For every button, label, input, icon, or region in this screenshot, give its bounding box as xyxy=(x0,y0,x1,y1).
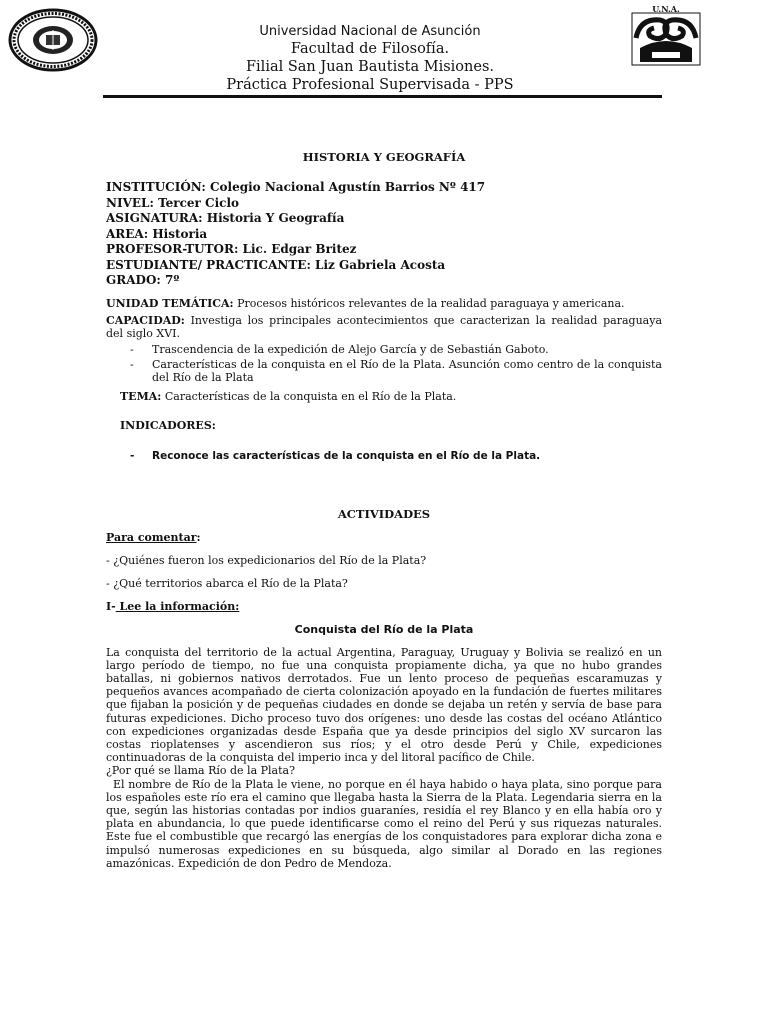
lee-prefix: I- xyxy=(106,599,116,613)
comentar-label: Para comentar xyxy=(106,530,197,544)
question-1: - ¿Quiénes fueron los expedicionarios del Río de la Plata? xyxy=(106,553,427,567)
tema-label: TEMA: xyxy=(120,389,162,403)
doc-title: HISTORIA Y GEOGRAFÍA xyxy=(302,150,466,164)
meta-nivel: NIVEL: Tercer Ciclo xyxy=(106,195,240,210)
paragraph-2: El nombre de Río de la Plata le viene, no porque en él haya habido o haya plata, sino porque para los españoles este río era el camino que llegaba hasta la Sierra de la Plata. Legendaria sierra en la que, según las historias contadas por indios guaraníes, residía el rey Blanco y en ella había oro y plata en abundancia, lo que puede identificarse como el reino del Perú y sus riquezas naturales. Este fue el combustible que recargó las energías de los conquistadores para explorar dicha zona e impulsó numerosas expediciones en su búsqueda, algo similar al Dorado en las regiones amazónicas. Expedición de don Pedro de Mendoza. xyxy=(106,777,662,870)
metadata-block xyxy=(106,180,662,289)
lee-label: Lee la información: xyxy=(115,599,240,613)
list-item: - Características de la conquista en el Río de la Plata. Asunción como centro de la conquista del Río de la Plata xyxy=(130,358,662,384)
capacidad-text: Investiga los principales acontecimientos que caracterizan la realidad paraguaya del siglo XVI. xyxy=(106,313,662,340)
una-logo-icon xyxy=(630,4,702,68)
lee-informacion xyxy=(106,600,662,613)
section-title: Conquista del Río de la Plata xyxy=(294,622,474,636)
university-seal-icon xyxy=(8,8,98,72)
capacidad xyxy=(106,314,662,340)
indicadores-label: INDICADORES: xyxy=(120,418,216,432)
unidad-label: UNIDAD TEMÁTICA: xyxy=(106,296,234,310)
meta-area: AREA: Historia xyxy=(106,226,208,241)
unidad-text: Procesos históricos relevantes de la realidad paraguaya y americana. xyxy=(233,296,625,310)
program-name: Práctica Profesional Supervisada - PPS xyxy=(226,77,514,93)
meta-institucion: INSTITUCIÓN: Colegio Nacional Agustín Barrios Nº 417 xyxy=(106,180,486,194)
tema xyxy=(120,390,662,403)
faculty-name: Facultad de Filosofía. xyxy=(290,41,450,57)
meta-profesor: PROFESOR-TUTOR: Lic. Edgar Britez xyxy=(106,242,357,256)
meta-asignatura: ASIGNATURA: Historia Y Geografía xyxy=(106,211,345,225)
header-divider xyxy=(103,95,662,98)
branch-name: Filial San Juan Bautista Misiones. xyxy=(245,59,495,75)
unidad-tematica xyxy=(106,297,662,310)
indicadores-heading xyxy=(120,419,662,432)
tema-text: Características de la conquista en el Río de la Plata. xyxy=(161,389,457,403)
para-comentar xyxy=(106,531,662,544)
meta-grado: GRADO: 7º xyxy=(106,273,180,287)
question-2: - ¿Qué territorios abarca el Río de la Plata? xyxy=(106,576,348,590)
logo-text: U.N.A. xyxy=(652,4,680,14)
question-rio-plata: ¿Por qué se llama Río de la Plata? xyxy=(106,764,295,778)
document-header xyxy=(0,0,768,100)
list-item: - Reconoce las características de la conquista en el Río de la Plata. xyxy=(130,450,662,463)
capacidad-label: CAPACIDAD: xyxy=(106,313,185,327)
meta-estudiante: ESTUDIANTE/ PRACTICANTE: Liz Gabriela Acosta xyxy=(106,257,446,272)
university-name: Universidad Nacional de Asunción xyxy=(259,24,481,39)
document-body xyxy=(106,150,662,870)
actividades-title: ACTIVIDADES xyxy=(337,506,431,521)
comentar-colon: : xyxy=(196,530,201,544)
paragraph-1: La conquista del territorio de la actual Argentina, Paraguay, Uruguay y Bolivia se realizó en un largo período de tiempo, no fue una conquista propiamente dicha, ya que no hubo grandes batallas, ni gobiernos nativos derrotados. Fue un lento proceso de pequeñas escaramuzas y pequeños avances acompañado de cierta colonización apoyado en la fundación de fuertes militares que fijaban la posición y de pequeñas ciudades en donde se dejaba un retén y servía de base para futuras expediciones. Dicho proceso tuvo dos orígenes: uno desde las costas del océano Atlántico con expediciones organizadas desde España que ya desde principios del siglo XV surcaron las costas rioplatenses y ascendieron sus ríos; y el otro desde Perú y Chile, expediciones continuadoras de la conquista del imperio inca y del litoral pacífico de Chile. xyxy=(106,645,662,765)
list-item: - Trascendencia de la expedición de Alejo García y de Sebastián Gaboto. xyxy=(130,343,662,356)
